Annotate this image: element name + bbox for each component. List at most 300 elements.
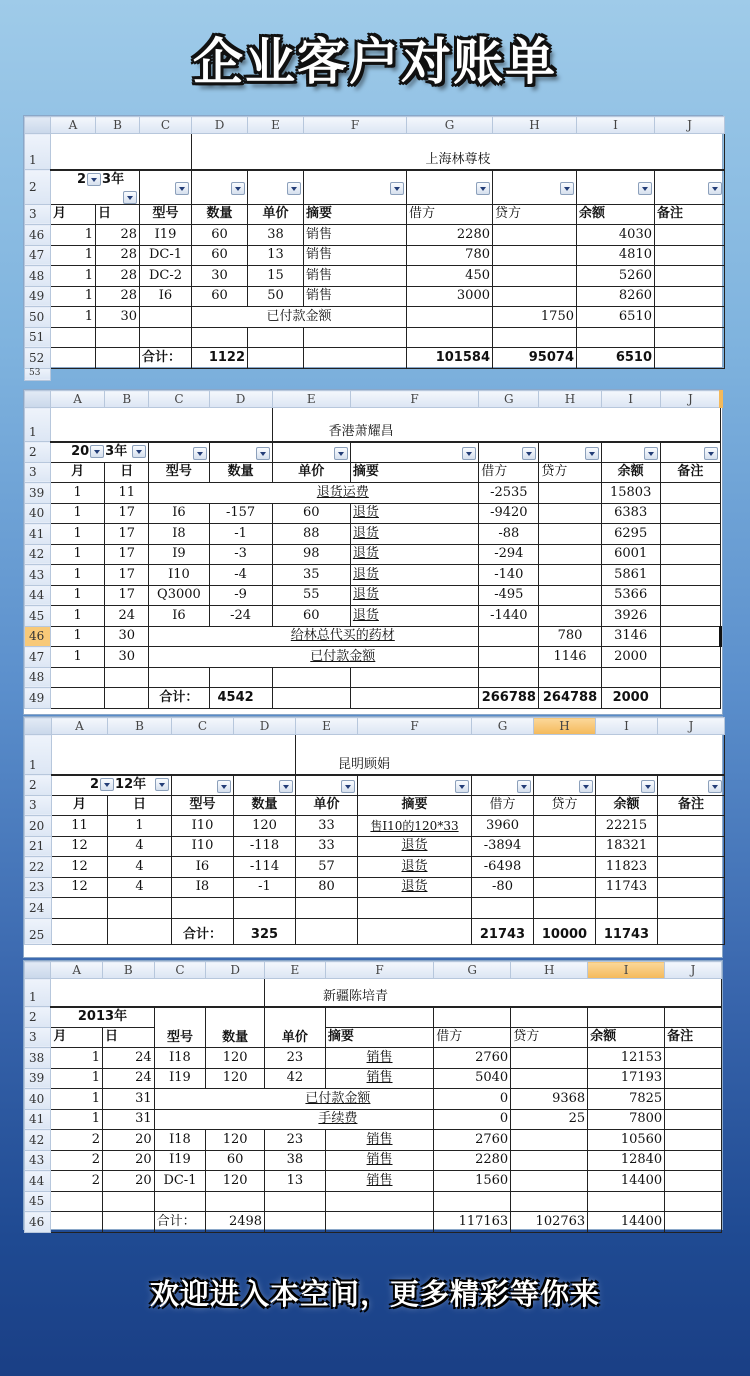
cell-credit[interactable] [511, 1150, 588, 1171]
cell-balance[interactable]: 6510 [577, 307, 655, 328]
cell-credit[interactable]: 1750 [493, 307, 577, 328]
cell-debit[interactable]: -2535 [479, 483, 539, 504]
cell-note[interactable] [658, 836, 725, 857]
col-header-f[interactable]: F [304, 117, 407, 134]
cell-debit[interactable]: 780 [407, 245, 493, 266]
filter-cell[interactable] [140, 170, 192, 205]
cell-day[interactable]: 20 [102, 1130, 154, 1151]
header-credit[interactable]: 贷方 [539, 462, 601, 483]
cell-model[interactable]: DC-2 [140, 266, 192, 287]
cell-model[interactable]: I6 [149, 606, 209, 627]
col-header-e[interactable]: E [265, 962, 326, 979]
cell-model[interactable]: DC-1 [140, 245, 192, 266]
cell-debit[interactable]: 2280 [434, 1150, 511, 1171]
cell-credit[interactable] [539, 565, 601, 586]
cell-model[interactable]: DC-1 [154, 1171, 206, 1192]
empty-cell[interactable] [265, 1191, 326, 1212]
cell-day[interactable]: 24 [105, 606, 149, 627]
filter-cell[interactable] [577, 170, 655, 205]
cell-note[interactable] [665, 1109, 722, 1130]
cell-summary[interactable]: 退货 [358, 857, 472, 878]
title-blank-cell[interactable] [51, 408, 273, 442]
col-header-f[interactable]: F [350, 391, 478, 408]
cell-price[interactable]: 15 [248, 266, 304, 287]
col-header-h[interactable]: H [493, 117, 577, 134]
cell-qty[interactable]: -157 [209, 503, 272, 524]
total-label[interactable]: 合计： [140, 348, 192, 369]
cell-summary[interactable]: 销售 [325, 1130, 433, 1151]
cell-day[interactable]: 28 [96, 286, 140, 307]
empty-cell[interactable] [511, 1007, 588, 1028]
cell-month[interactable]: 1 [51, 266, 96, 287]
col-header-a[interactable]: A [51, 391, 105, 408]
cell-price[interactable]: 33 [296, 836, 358, 857]
header-qty[interactable]: 数量 [206, 1007, 265, 1048]
row-header[interactable]: 41 [25, 524, 51, 545]
row-header[interactable]: 51 [25, 327, 51, 348]
row-header[interactable]: 39 [25, 483, 51, 504]
cell-credit[interactable] [493, 225, 577, 246]
header-debit[interactable]: 借方 [472, 795, 534, 816]
cell-credit[interactable] [534, 836, 596, 857]
cell-month[interactable]: 1 [51, 1048, 103, 1069]
cell-note[interactable] [655, 307, 725, 328]
empty-cell[interactable] [658, 898, 725, 919]
cell-qty[interactable]: 60 [192, 286, 248, 307]
filter-cell[interactable] [539, 442, 601, 463]
cell-qty[interactable]: -24 [209, 606, 272, 627]
cell-qty[interactable]: 120 [206, 1130, 265, 1151]
header-balance[interactable]: 余额 [596, 795, 658, 816]
cell-month[interactable]: 1 [51, 1068, 103, 1089]
cell-credit[interactable] [493, 245, 577, 266]
cell-price[interactable]: 57 [296, 857, 358, 878]
cell-debit[interactable] [479, 647, 539, 668]
row-header[interactable]: 3 [25, 204, 51, 225]
row-header[interactable]: 42 [25, 544, 51, 565]
cell-qty[interactable]: 120 [234, 816, 296, 837]
col-header-j[interactable]: J [655, 117, 725, 134]
cell-qty[interactable]: 120 [206, 1048, 265, 1069]
cell-summary[interactable]: 销售 [304, 225, 407, 246]
col-header-i-selected[interactable]: I [588, 962, 665, 979]
filter-dropdown-icon[interactable] [579, 780, 593, 793]
header-balance[interactable]: 余额 [588, 1027, 665, 1048]
header-qty[interactable]: 数量 [192, 204, 248, 225]
cell-price[interactable]: 50 [248, 286, 304, 307]
filter-cell[interactable] [149, 442, 209, 463]
cell-day[interactable]: 17 [105, 524, 149, 545]
row-header[interactable]: 43 [25, 565, 51, 586]
cell-note[interactable] [660, 483, 720, 504]
header-qty[interactable]: 数量 [209, 462, 272, 483]
cell-month[interactable]: 1 [51, 245, 96, 266]
empty-cell[interactable] [511, 1191, 588, 1212]
cell-day[interactable]: 30 [105, 626, 149, 647]
cell-note[interactable] [655, 286, 725, 307]
cell-debit[interactable]: 3000 [407, 286, 493, 307]
empty-cell[interactable] [108, 898, 172, 919]
header-credit[interactable]: 贷方 [534, 795, 596, 816]
cell-price[interactable]: 13 [265, 1171, 326, 1192]
cell-credit[interactable] [511, 1130, 588, 1151]
header-summary[interactable]: 摘要 [358, 795, 472, 816]
cell-qty[interactable]: -1 [234, 877, 296, 898]
total-balance[interactable]: 14400 [588, 1212, 665, 1233]
customer-title[interactable]: 昆明顾娟 [296, 735, 725, 775]
empty-cell[interactable] [265, 1212, 326, 1233]
row-header[interactable]: 48 [25, 266, 51, 287]
header-qty[interactable]: 数量 [234, 795, 296, 816]
col-header-e[interactable]: E [272, 391, 350, 408]
row-header[interactable]: 45 [25, 606, 51, 627]
cell-price[interactable]: 35 [272, 565, 350, 586]
cell-day[interactable]: 28 [96, 245, 140, 266]
cell-day[interactable]: 17 [105, 503, 149, 524]
cell-month[interactable]: 1 [51, 544, 105, 565]
row-header-selected[interactable]: 46 [25, 626, 51, 647]
cell-model[interactable]: I8 [149, 524, 209, 545]
cell-qty[interactable]: 60 [192, 245, 248, 266]
cell-qty[interactable]: 120 [206, 1171, 265, 1192]
cell-price[interactable]: 80 [296, 877, 358, 898]
cell-day[interactable]: 28 [96, 225, 140, 246]
filter-dropdown-icon[interactable] [90, 445, 104, 458]
cell-price[interactable]: 33 [296, 816, 358, 837]
cell-day[interactable]: 20 [102, 1171, 154, 1192]
empty-cell[interactable] [665, 1007, 722, 1028]
total-qty[interactable]: 325 [234, 918, 296, 944]
cell-balance[interactable]: 5861 [601, 565, 660, 586]
cell-credit[interactable] [493, 266, 577, 287]
header-month[interactable]: 月 [52, 795, 108, 816]
empty-cell[interactable] [192, 327, 248, 348]
cell-day[interactable]: 1 [108, 816, 172, 837]
filter-cell[interactable] [658, 775, 725, 796]
cell-note[interactable] [665, 1048, 722, 1069]
cell-credit[interactable] [539, 606, 601, 627]
row-header[interactable]: 22 [25, 857, 52, 878]
cell-model[interactable]: I9 [149, 544, 209, 565]
filter-dropdown-icon[interactable] [708, 182, 722, 195]
empty-cell[interactable] [539, 667, 601, 688]
header-day[interactable]: 日 [108, 795, 172, 816]
empty-cell[interactable] [105, 688, 149, 709]
cell-model[interactable]: I6 [149, 503, 209, 524]
cell-model[interactable]: I10 [149, 565, 209, 586]
cell-day[interactable]: 17 [105, 585, 149, 606]
empty-cell[interactable] [96, 348, 140, 369]
filter-cell[interactable] [601, 442, 660, 463]
customer-title[interactable]: 上海林尊枝 [192, 134, 725, 170]
filter-cell[interactable] [172, 775, 234, 796]
select-all-corner[interactable] [25, 391, 51, 408]
header-model[interactable]: 型号 [154, 1007, 206, 1048]
cell-model[interactable]: I19 [154, 1068, 206, 1089]
cell-balance[interactable]: 10560 [588, 1130, 665, 1151]
cell-credit[interactable] [511, 1068, 588, 1089]
empty-cell[interactable] [51, 348, 96, 369]
cell-credit[interactable]: 1146 [539, 647, 601, 668]
cell-month[interactable]: 11 [52, 816, 108, 837]
cell-model[interactable]: I19 [140, 225, 192, 246]
header-month[interactable]: 月 [51, 462, 105, 483]
row-header[interactable]: 50 [25, 307, 51, 328]
empty-cell[interactable] [272, 688, 350, 709]
cell-day[interactable]: 4 [108, 836, 172, 857]
total-qty[interactable]: 4542 [209, 688, 272, 709]
cell-day[interactable]: 24 [102, 1048, 154, 1069]
cell-debit[interactable]: 5040 [434, 1068, 511, 1089]
total-credit[interactable]: 95074 [493, 348, 577, 369]
cell-month[interactable]: 1 [51, 307, 96, 328]
empty-cell[interactable] [102, 1191, 154, 1212]
empty-cell[interactable] [248, 327, 304, 348]
cell-credit[interactable] [539, 524, 601, 545]
cell-price[interactable]: 38 [248, 225, 304, 246]
header-day[interactable]: 日 [102, 1027, 154, 1048]
col-header-g[interactable]: G [472, 718, 534, 735]
filter-dropdown-icon[interactable] [155, 778, 169, 791]
col-header-b[interactable]: B [105, 391, 149, 408]
total-balance[interactable]: 6510 [577, 348, 655, 369]
empty-cell[interactable] [105, 667, 149, 688]
cell-debit[interactable]: 2280 [407, 225, 493, 246]
filter-cell[interactable] [209, 442, 272, 463]
cell-model[interactable]: I6 [172, 857, 234, 878]
cell-qty[interactable]: 60 [192, 225, 248, 246]
cell-summary[interactable]: 销售 [304, 266, 407, 287]
empty-cell[interactable] [588, 1007, 665, 1028]
total-debit[interactable]: 117163 [434, 1212, 511, 1233]
header-month[interactable]: 月 [51, 1027, 103, 1048]
col-header-h-selected[interactable]: H [534, 718, 596, 735]
filter-dropdown-icon[interactable] [517, 780, 531, 793]
empty-cell[interactable] [665, 1212, 722, 1233]
cell-balance[interactable]: 12840 [588, 1150, 665, 1171]
filter-dropdown-icon[interactable] [287, 182, 301, 195]
cell-note[interactable] [660, 647, 720, 668]
total-label[interactable]: 合计： [172, 918, 234, 944]
row-header[interactable]: 1 [25, 134, 51, 170]
cell-merged-note[interactable]: 手续费 [154, 1109, 434, 1130]
col-header-c[interactable]: C [149, 391, 209, 408]
year-filter-cell[interactable] [51, 170, 140, 205]
cell-month[interactable]: 1 [51, 585, 105, 606]
year-label[interactable]: 2013年 [51, 1007, 154, 1028]
filter-cell[interactable] [192, 170, 248, 205]
cell-price[interactable]: 13 [248, 245, 304, 266]
row-header[interactable]: 1 [25, 735, 52, 775]
cell-debit[interactable]: 1560 [434, 1171, 511, 1192]
cell-balance[interactable]: 17193 [588, 1068, 665, 1089]
empty-cell[interactable] [596, 898, 658, 919]
filter-dropdown-icon[interactable] [175, 182, 189, 195]
total-debit[interactable]: 21743 [472, 918, 534, 944]
cell-summary[interactable]: 退货 [350, 565, 478, 586]
cell-debit[interactable]: 0 [434, 1089, 511, 1110]
header-note[interactable]: 备注 [658, 795, 725, 816]
filter-dropdown-icon[interactable] [455, 780, 469, 793]
cell-day[interactable]: 20 [102, 1150, 154, 1171]
cell-debit[interactable]: -140 [479, 565, 539, 586]
col-header-c[interactable]: C [172, 718, 234, 735]
filter-dropdown-icon[interactable] [217, 780, 231, 793]
cell-debit[interactable]: 0 [434, 1109, 511, 1130]
cell-note[interactable] [660, 606, 720, 627]
header-summary[interactable]: 摘要 [350, 462, 478, 483]
filter-cell[interactable] [479, 442, 539, 463]
filter-cell[interactable] [358, 775, 472, 796]
cell-summary[interactable]: 销售 [304, 245, 407, 266]
cell-debit[interactable]: 2760 [434, 1048, 511, 1069]
filter-dropdown-icon[interactable] [132, 445, 146, 458]
filter-cell[interactable] [534, 775, 596, 796]
cell-credit[interactable] [511, 1048, 588, 1069]
cell-note[interactable] [660, 503, 720, 524]
cell-month[interactable]: 1 [51, 503, 105, 524]
col-header-h[interactable]: H [539, 391, 601, 408]
empty-cell[interactable] [234, 898, 296, 919]
row-header[interactable]: 2 [25, 1007, 51, 1028]
empty-cell[interactable] [140, 327, 192, 348]
customer-title[interactable]: 香港萧耀昌 [272, 408, 720, 442]
col-header-j[interactable]: J [658, 718, 725, 735]
cell-note[interactable] [665, 1130, 722, 1151]
cell-balance[interactable]: 11743 [596, 877, 658, 898]
cell-merged-note[interactable]: 给林总代买的药材 [149, 626, 479, 647]
row-header[interactable]: 49 [25, 286, 51, 307]
cell-model[interactable]: I19 [154, 1150, 206, 1171]
row-header[interactable]: 40 [25, 1089, 51, 1110]
cell-day[interactable]: 4 [108, 877, 172, 898]
select-all-corner[interactable] [25, 718, 52, 735]
cell-month[interactable]: 1 [51, 606, 105, 627]
cell-debit[interactable]: -1440 [479, 606, 539, 627]
cell-model[interactable] [140, 307, 192, 328]
filter-cell[interactable] [248, 170, 304, 205]
header-debit[interactable]: 借方 [479, 462, 539, 483]
col-header-a[interactable]: A [51, 117, 96, 134]
row-header[interactable]: 25 [25, 918, 52, 944]
filter-cell[interactable] [493, 170, 577, 205]
cell-qty[interactable]: 60 [206, 1150, 265, 1171]
cell-qty[interactable]: -118 [234, 836, 296, 857]
empty-cell[interactable] [479, 667, 539, 688]
header-debit[interactable]: 借方 [407, 204, 493, 225]
cell-qty[interactable]: -1 [209, 524, 272, 545]
empty-cell[interactable] [601, 667, 660, 688]
cell-month[interactable]: 2 [51, 1171, 103, 1192]
header-credit[interactable]: 贷方 [511, 1027, 588, 1048]
col-header-e[interactable]: E [296, 718, 358, 735]
empty-cell[interactable] [588, 1191, 665, 1212]
cell-balance[interactable]: 15803 [601, 483, 660, 504]
cell-month[interactable]: 1 [51, 1089, 103, 1110]
row-header[interactable]: 2 [25, 170, 51, 205]
filter-cell[interactable] [660, 442, 720, 463]
cell-month[interactable]: 1 [51, 647, 105, 668]
empty-cell[interactable] [304, 327, 407, 348]
filter-dropdown-icon[interactable] [476, 182, 490, 195]
row-header[interactable]: 49 [25, 688, 51, 709]
cell-balance[interactable]: 11823 [596, 857, 658, 878]
row-header[interactable]: 40 [25, 503, 51, 524]
empty-cell[interactable] [52, 898, 108, 919]
filter-dropdown-icon[interactable] [462, 447, 476, 460]
header-summary[interactable]: 摘要 [325, 1027, 433, 1048]
row-header[interactable]: 46 [25, 1212, 51, 1233]
header-note[interactable]: 备注 [660, 462, 720, 483]
total-balance[interactable]: 2000 [601, 688, 660, 709]
empty-cell[interactable] [577, 327, 655, 348]
row-header[interactable]: 38 [25, 1048, 51, 1069]
cell-note[interactable] [665, 1171, 722, 1192]
col-header-d[interactable]: D [192, 117, 248, 134]
empty-cell[interactable] [350, 667, 478, 688]
cell-summary[interactable]: 销售 [325, 1068, 433, 1089]
cell-credit[interactable] [534, 877, 596, 898]
total-credit[interactable]: 10000 [534, 918, 596, 944]
cell-month[interactable]: 12 [52, 877, 108, 898]
filter-dropdown-icon[interactable] [87, 173, 101, 186]
cell-summary[interactable]: 销售 [325, 1150, 433, 1171]
cell-balance[interactable]: 14400 [588, 1171, 665, 1192]
cell-qty[interactable]: 30 [192, 266, 248, 287]
cell-day[interactable]: 28 [96, 266, 140, 287]
cell-price[interactable]: 60 [272, 606, 350, 627]
cell-note[interactable] [660, 585, 720, 606]
col-header-h[interactable]: H [511, 962, 588, 979]
cell-qty[interactable]: -4 [209, 565, 272, 586]
empty-cell[interactable] [493, 327, 577, 348]
cell-note[interactable] [655, 225, 725, 246]
cell-debit[interactable]: 3960 [472, 816, 534, 837]
row-header[interactable]: 47 [25, 245, 51, 266]
total-qty[interactable]: 2498 [206, 1212, 265, 1233]
header-note[interactable]: 备注 [665, 1027, 722, 1048]
cell-model[interactable]: I18 [154, 1048, 206, 1069]
row-header[interactable]: 47 [25, 647, 51, 668]
filter-cell[interactable] [596, 775, 658, 796]
cell-note[interactable] [660, 565, 720, 586]
cell-balance[interactable]: 5366 [601, 585, 660, 606]
cell-balance[interactable]: 2000 [601, 647, 660, 668]
cell-balance[interactable]: 6001 [601, 544, 660, 565]
col-header-c[interactable]: C [154, 962, 206, 979]
empty-cell[interactable] [304, 348, 407, 369]
total-label[interactable]: 合计： [149, 688, 209, 709]
empty-cell[interactable] [325, 1007, 433, 1028]
filter-dropdown-icon[interactable] [231, 182, 245, 195]
filter-dropdown-icon[interactable] [123, 191, 137, 204]
empty-cell[interactable] [52, 918, 108, 944]
filter-dropdown-icon[interactable] [704, 447, 718, 460]
cell-price[interactable]: 42 [265, 1068, 326, 1089]
header-debit[interactable]: 借方 [434, 1027, 511, 1048]
cell-credit[interactable]: 9368 [511, 1089, 588, 1110]
cell-model[interactable]: I10 [172, 836, 234, 857]
cell-day[interactable]: 17 [105, 544, 149, 565]
filter-dropdown-icon[interactable] [100, 778, 114, 791]
col-header-g[interactable]: G [407, 117, 493, 134]
header-day[interactable]: 日 [96, 204, 140, 225]
cell-debit[interactable] [479, 626, 539, 647]
col-header-d[interactable]: D [234, 718, 296, 735]
cell-note[interactable] [655, 266, 725, 287]
cell-credit[interactable] [539, 483, 601, 504]
cell-credit[interactable] [493, 286, 577, 307]
